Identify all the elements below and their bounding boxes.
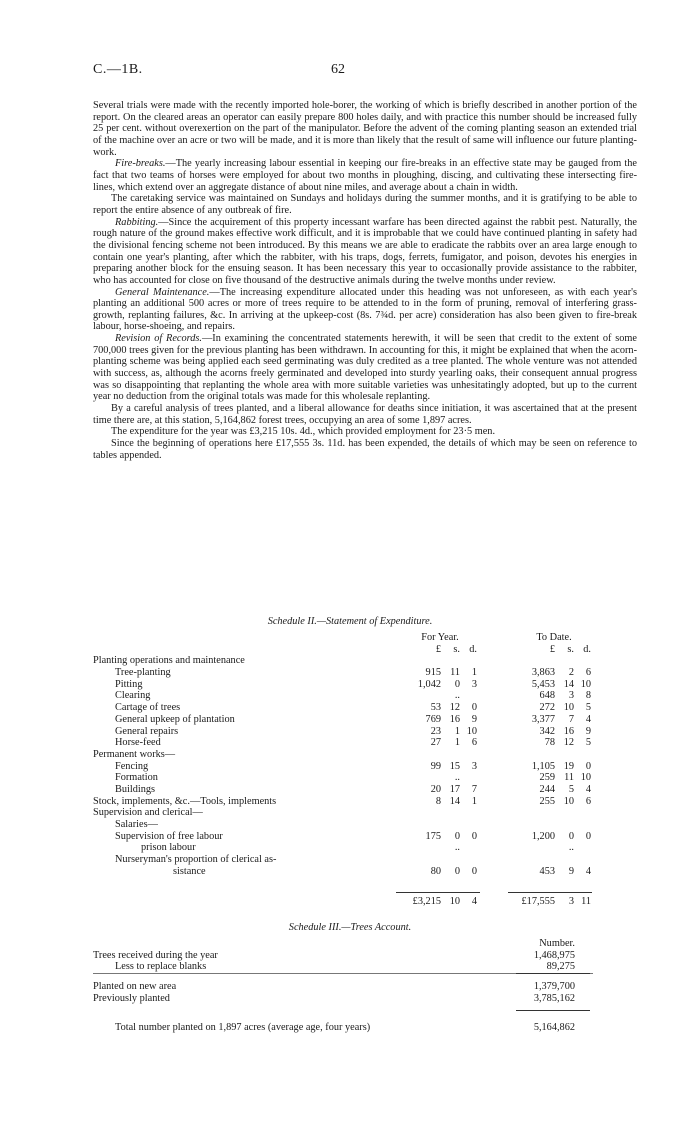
column-header-date: To Date.	[536, 632, 572, 643]
row-label: General repairs	[115, 725, 179, 737]
row-label: Less to replace blanks	[115, 961, 207, 973]
row-label: Horse-feed	[115, 737, 161, 749]
row-value: 3,785,162	[533, 992, 575, 1004]
date-pounds-cell: 5,453	[531, 678, 555, 690]
year-pence-cell: 1	[471, 667, 477, 679]
year-shillings-cell: 0	[454, 865, 460, 877]
year-pounds-cell: 27	[430, 737, 441, 749]
date-pence-cell: 10	[580, 772, 591, 784]
total-rule-date	[508, 892, 592, 893]
date-pence-cell: 9	[585, 725, 591, 737]
table-row	[93, 761, 637, 773]
date-pounds-cell: 78	[544, 737, 555, 749]
date-shillings-cell: 11	[564, 772, 574, 784]
paragraph-heading: Rabbiting.	[115, 216, 159, 228]
year-pence-cell: 6	[471, 737, 477, 749]
row-label: Previously planted	[93, 992, 170, 1004]
trees-total	[93, 1022, 637, 1034]
year-shillings-cell: 1	[454, 737, 460, 749]
table-row	[93, 667, 637, 679]
year-pounds-cell: 175	[425, 830, 441, 842]
total-rule-year	[396, 892, 480, 893]
date-pounds-cell: 1,200	[531, 830, 555, 842]
table-row	[93, 714, 637, 726]
row-label: Fencing	[115, 760, 149, 772]
total-year-shillings: 10	[449, 896, 460, 907]
total-year-pounds: £3,215	[412, 896, 441, 907]
paragraph-body: —The yearly increasing labour essential in keeping our fire-breaks in an effective state may be gauged from the fact that two teams of horses were employed for about two months in ploughing, discing, and cultivating these intersecting fire-lines, which extend over an aggregate distance of about nine miles, and average about a chain in width.	[93, 158, 637, 193]
year-pounds-cell: 769	[425, 713, 441, 725]
body-text	[93, 100, 637, 461]
schedule-3-title: Schedule III.—Trees Account.	[288, 922, 412, 933]
date-pence-cell: 6	[585, 795, 591, 807]
date-shillings-cell: 10	[563, 702, 574, 714]
row-label: Supervision and clerical—	[93, 807, 203, 819]
table-row	[93, 993, 637, 1005]
table-row	[93, 981, 637, 993]
date-shillings-cell: 3	[568, 690, 574, 702]
total-rule	[516, 1010, 590, 1011]
table-row	[93, 807, 637, 819]
pounds-header: £	[435, 643, 441, 655]
row-label: Pitting	[115, 678, 143, 690]
pounds-header: £	[549, 643, 555, 655]
number-header-row	[93, 938, 637, 950]
date-pounds-cell: 3,863	[531, 667, 555, 679]
row-label: Supervision of free labour	[115, 830, 223, 842]
paragraph-heading: Revision of Records.	[115, 333, 202, 345]
total-label: Total number planted on 1,897 acres (average age, four years)	[115, 1022, 371, 1033]
table-row	[93, 961, 637, 973]
date-shillings-cell: 14	[563, 678, 574, 690]
year-shillings-cell: 0	[454, 830, 460, 842]
pence-header: d.	[583, 643, 591, 655]
date-pounds-cell: 255	[539, 795, 555, 807]
paragraph	[93, 217, 637, 287]
date-pence-cell: 4	[585, 713, 591, 725]
row-label: prison labour	[141, 842, 196, 854]
year-shillings-cell: 14	[449, 795, 460, 807]
table-row	[93, 690, 637, 702]
year-pounds-cell: 8	[435, 795, 441, 807]
paragraph: The caretaking service was maintained on Sundays and holidays during the summer months, and it is gratifying to be able to report the entire absence of any outbreak of fire.	[93, 193, 637, 216]
row-label: Buildings	[115, 783, 156, 795]
paragraph: Several trials were made with the recently imported hole-borer, the working of which is briefly described in another portion of the report. On the cleared areas an operator can easily prepare 800 holes daily, and with practice this number should be increased fully 25 per cent. without overexertion on the part of the manipulator. Before the advent of the coming planting season an extended trial of the machine over an acre or two will be made, and it is more than likely that the result of same will influence our future planting-work.	[93, 100, 637, 158]
trees-table	[93, 938, 637, 973]
total-value: 5,164,862	[533, 1022, 575, 1033]
row-value: 1,468,975	[533, 949, 575, 961]
document-reference: C.—1B.	[93, 62, 143, 77]
year-pence-cell: 9	[471, 713, 477, 725]
paragraph-body: —Since the acquirement of this property incessant warfare has been directed against the rabbit pest. Naturally, the rough nature of the ground makes effective work difficult, and it is improbable that we could have continued planting in safety had the divisional fencing scheme not been introduced. By this means we are able to eradicate the rabbits over an area large enough to contain one year's planting, after which the rabbiter, with his traps, dogs, ferrets, fumigator, and poison, devotes his energies in preparing another block for the ensuing season. It has been necessary this year to occasionally provide assistance to the rabbiter, who has accounted for close on five thousand of the destructive animals during the twelve months under review.	[93, 216, 637, 286]
total-row	[93, 896, 637, 908]
row-label: Permanent works—	[93, 748, 176, 760]
year-pence-cell: 10	[466, 725, 477, 737]
table-row	[93, 842, 637, 854]
year-pounds-cell: 1,042	[417, 678, 441, 690]
year-pounds-cell: 99	[430, 760, 441, 772]
shillings-header: s.	[567, 643, 574, 655]
paragraph	[93, 158, 637, 193]
total-year-pence: 4	[471, 896, 477, 907]
year-pence-cell: 3	[471, 678, 477, 690]
table-row	[93, 854, 637, 866]
year-shillings-cell: 11	[450, 667, 460, 679]
date-pounds-cell: 648	[539, 690, 555, 702]
paragraph-heading: Fire-breaks.	[115, 158, 166, 170]
date-pounds-cell: 3,377	[531, 713, 555, 725]
table-row	[93, 831, 637, 843]
paragraph	[93, 287, 637, 334]
row-label: Cartage of trees	[115, 702, 181, 714]
row-label: Salaries—	[115, 819, 158, 830]
year-pence-cell: 3	[471, 760, 477, 772]
date-shillings-cell: 12	[563, 737, 574, 749]
table-row	[93, 655, 637, 667]
row-label: Planted on new area	[93, 981, 177, 992]
year-pence-cell: 7	[471, 783, 477, 795]
year-pence-cell: 0	[471, 830, 477, 842]
date-shillings-cell: 5	[568, 783, 574, 795]
year-pounds-cell: 20	[430, 783, 441, 795]
date-pounds-cell: 453	[539, 865, 555, 877]
year-pounds-cell: 23	[430, 725, 441, 737]
paragraph: By a careful analysis of trees planted, and a liberal allowance for deaths since initiation, it was ascertained that at the present time there are, at this station, 5,164,862 forest trees, occupying an area of some 1,897 acres.	[93, 403, 637, 426]
date-shillings-cell: 2	[568, 667, 574, 679]
expenditure-table	[93, 632, 637, 877]
table-row	[93, 784, 637, 796]
date-pence-cell: 0	[585, 830, 591, 842]
row-label: Formation	[115, 772, 158, 784]
pence-header: d.	[469, 643, 477, 655]
row-label: Trees received during the year	[93, 949, 218, 961]
date-shillings-cell: ..	[568, 842, 574, 854]
date-pence-cell: 5	[585, 737, 591, 749]
expenditure-total	[93, 896, 637, 908]
year-shillings-cell: ..	[454, 690, 460, 702]
row-label: Planting operations and maintenance	[93, 655, 245, 667]
year-shillings-cell: ..	[454, 772, 460, 784]
year-pence-cell: 0	[471, 702, 477, 714]
table-row	[93, 819, 637, 831]
number-column-header: Number.	[539, 938, 575, 949]
expenditure-rows	[93, 655, 637, 877]
year-shillings-cell: 1	[454, 725, 460, 737]
total-date-shillings: 3	[568, 896, 574, 907]
table-row	[93, 702, 637, 714]
row-label: Clearing	[115, 690, 151, 702]
total-row	[93, 1022, 637, 1034]
date-pence-cell: 8	[585, 690, 591, 702]
row-value: 1,379,700	[533, 981, 575, 992]
subtotal-rule	[516, 973, 590, 974]
date-shillings-cell: 9	[568, 865, 574, 877]
page-number: 62	[331, 62, 345, 77]
year-shillings-cell: ..	[454, 842, 460, 854]
year-pounds-cell: 53	[430, 702, 441, 714]
table-row	[93, 679, 637, 691]
table-row	[93, 737, 637, 749]
date-pence-cell: 4	[585, 865, 591, 877]
row-value: 89,275	[546, 961, 575, 973]
shillings-header: s.	[453, 643, 460, 655]
year-shillings-cell: 0	[454, 678, 460, 690]
table-row	[93, 749, 637, 761]
table-row	[93, 772, 637, 784]
table-header-row	[93, 632, 637, 644]
total-date-pence: 11	[581, 896, 591, 907]
paragraph-body: —The increasing expenditure allocated under this heading was not unforeseen, as with each year's planting an additional 500 acres or more of trees require to be attended to in the form of pruning, removal of interfering grass-growth, replanting failures, &c. In arriving at the upkeep-cost (8s. 7¾d. per acre) consideration has also been given to fire-break labour, horse-shoeing, and repairs.	[93, 286, 637, 333]
lsd-header-row	[93, 644, 637, 656]
year-pence-cell: 1	[471, 795, 477, 807]
trees-table-lower	[93, 981, 637, 1004]
table-row	[93, 796, 637, 808]
date-pence-cell: 10	[580, 678, 591, 690]
year-shillings-cell: 12	[449, 702, 460, 714]
date-pounds-cell: 1,105	[531, 760, 555, 772]
row-label: Stock, implements, &c.—Tools, implements	[93, 795, 277, 807]
column-header-year: For Year.	[421, 632, 459, 643]
table-row	[93, 950, 637, 962]
date-shillings-cell: 16	[563, 725, 574, 737]
paragraph-body: —In examining the concentrated statements herewith, it will be seen that credit to the extent of some 700,000 trees given for the previous planting has been withdrawn. In accounting for this, it might be explained that when the acorn-planting scheme was being applied each seed germinating was duly credited as a tree planted. The whole venture was not attended with success, as, although the acorns freely germinated and developed into sturdy yearling oaks, their consequent annual progress was so disappointing that replanting the whole area with more suitable varieties was unhesitatingly adopted, but up to the current year no deduction from the original totals was made for this wholesale replanting.	[93, 333, 637, 403]
paragraph-heading: General Maintenance.	[115, 286, 210, 298]
row-label: Tree-planting	[115, 667, 171, 679]
date-shillings-cell: 19	[563, 760, 574, 772]
date-shillings-cell: 10	[563, 795, 574, 807]
date-pence-cell: 4	[585, 783, 591, 795]
paragraph	[93, 333, 637, 403]
date-pence-cell: 6	[585, 667, 591, 679]
year-pence-cell: 0	[471, 865, 477, 877]
year-pounds-cell: 80	[430, 865, 441, 877]
row-label: General upkeep of plantation	[115, 713, 235, 725]
date-pounds-cell: 342	[539, 725, 555, 737]
date-shillings-cell: 7	[568, 713, 574, 725]
total-date-pounds: £17,555	[521, 896, 555, 907]
year-shillings-cell: 17	[449, 783, 460, 795]
row-label: Nurseryman's proportion of clerical as-	[115, 854, 277, 866]
date-pounds-cell: 272	[539, 702, 555, 714]
year-shillings-cell: 16	[449, 713, 460, 725]
row-label: sistance	[173, 865, 206, 877]
date-pence-cell: 5	[585, 702, 591, 714]
date-pence-cell: 0	[585, 760, 591, 772]
date-shillings-cell: 0	[568, 830, 574, 842]
date-pounds-cell: 244	[539, 783, 555, 795]
table-row	[93, 866, 637, 878]
paragraph: Since the beginning of operations here £17,555 3s. 11d. has been expended, the details of which may be seen on reference to tables appended.	[93, 438, 637, 461]
year-pounds-cell: 915	[425, 667, 441, 679]
year-shillings-cell: 15	[449, 760, 460, 772]
date-pounds-cell: 259	[539, 772, 555, 784]
paragraph: The expenditure for the year was £3,215 10s. 4d., which provided employment for 23·5 men.	[111, 426, 496, 438]
table-row	[93, 726, 637, 738]
schedule-2-title: Schedule II.—Statement of Expenditure.	[267, 616, 433, 627]
